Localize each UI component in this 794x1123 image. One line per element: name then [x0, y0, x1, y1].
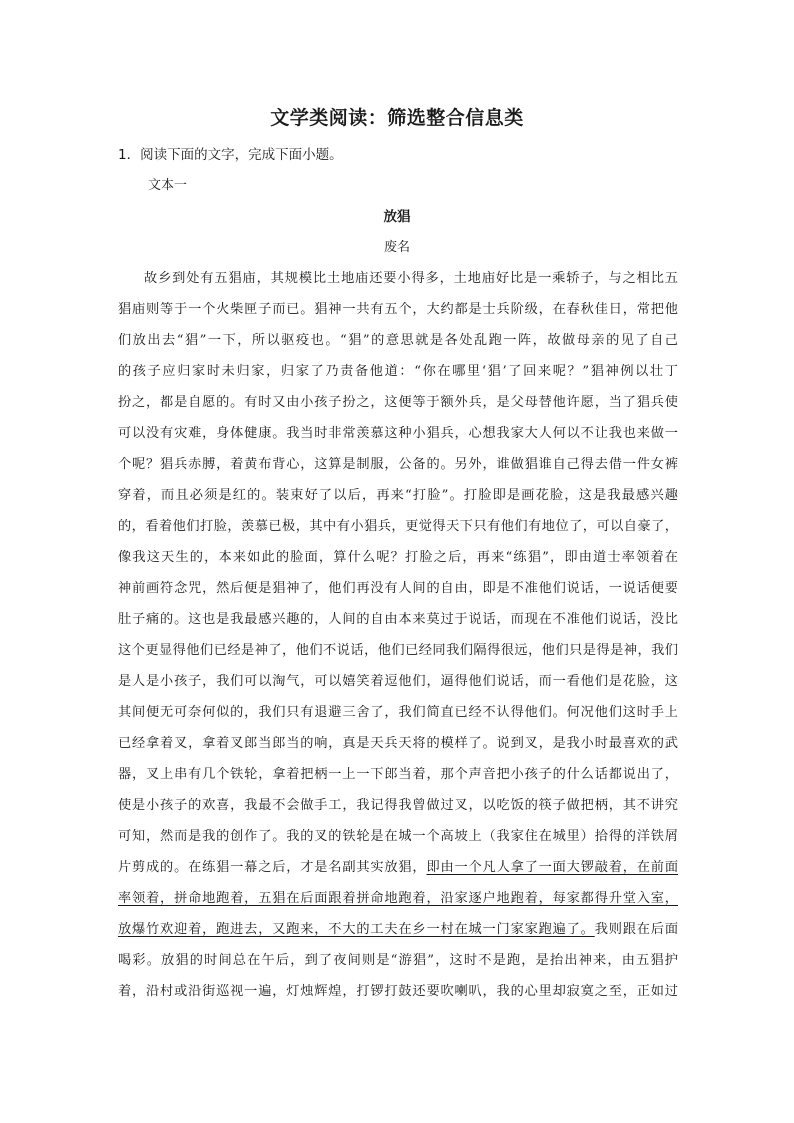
line-text: 肚子痛的。这也是我最感兴趣的，人间的自由本来莫过于说话，而现在不准他们说话，没比	[118, 612, 678, 627]
body-line	[118, 573, 678, 604]
body-line	[118, 325, 678, 356]
text-label: 文本一	[148, 178, 188, 193]
body-line	[118, 790, 678, 821]
underlined-text: 率领着，拼命地跑着，五猖在后面跟着拼命地跑着，沿家逐户地跑着，每家都得升堂入室，	[118, 891, 678, 906]
body-line	[118, 542, 678, 573]
line-text: 的，看着他们打脸，羡慕已极，其中有小猖兵，更觉得天下只有他们有地位了，可以自豪了，	[118, 519, 678, 534]
line-text: 神前画符念咒，然后便是猖神了，他们再没有人间的自由，即是不准他们说话，一说话便要	[118, 581, 678, 596]
line-text: 像我这天生的，本来如此的脸面，算什么呢？打脸之后，再来“练猖”，即由道士率领着在	[118, 550, 678, 565]
body-line	[118, 635, 678, 666]
body-line	[118, 976, 678, 1007]
question-prompt: 1．阅读下面的文字，完成下面小题。	[118, 147, 343, 163]
body-line	[118, 480, 678, 511]
line-text: 猖庙则等于一个火柴匣子而已。猖神一共有五个，大约都是士兵阶级，在春秋佳日，常把他	[118, 302, 678, 317]
line-text: 其间便无可奈何似的，我们只有退避三舍了，我们简直已经不认得他们。何况他们这时手上	[118, 705, 678, 720]
line-text: 使是小孩子的欢喜，我最不会做手工，我记得我曾做过叉，以吃饭的筷子做把柄，其不讲究	[118, 798, 678, 813]
body-line	[118, 759, 678, 790]
line-text: 穿着，而且必须是红的。装束好了以后，再来“打脸”。打脸即是画花脸，这是我最感兴趣	[118, 488, 678, 503]
line-text: 扮之，都是自愿的。有时又由小孩子扮之，这便等于额外兵，是父母替他许愿，当了猖兵使	[118, 395, 678, 410]
line-text: 可知，然而是我的创作了。我的叉的铁轮是在城一个高坡上（我家住在城里）拾得的洋铁屑	[118, 829, 678, 844]
line-text: 已经拿着叉，拿着叉郎当郎当的响，真是天兵天将的模样了。说到叉，是我小时最喜欢的武	[118, 736, 678, 751]
body-line	[118, 914, 678, 945]
body-line	[118, 666, 678, 697]
line-text: 的孩子应归家时未归家，归家了乃责备他道：“你在哪里‘猖’了回来呢？”猖神例以壮丁	[118, 364, 678, 379]
article-author: 废名	[383, 240, 410, 255]
page-title: 文学类阅读：筛选整合信息类	[270, 107, 524, 129]
body-line	[118, 511, 678, 542]
body-line	[118, 387, 678, 418]
body-line	[118, 852, 678, 883]
body-line	[118, 728, 678, 759]
body-line	[118, 604, 678, 635]
body-line	[118, 356, 678, 387]
underlined-text: 放爆竹欢迎着，跑进去，又跑来，不大的工夫在乡一村在城一门家家跑遍了。	[118, 922, 595, 937]
body-line	[118, 821, 678, 852]
line-text: 器，叉上串有几个铁轮，拿着把柄一上一下郎当着，那个声音把小孩子的什么话都说出了，	[118, 767, 678, 782]
line-text: 这个更显得他们已经是神了，他们不说话，他们已经同我们隔得很远，他们只是得是神，我们	[118, 643, 678, 658]
line-text: 喝彩。放猖的时间总在午后，到了夜间则是“游猖”，这时不是跑，是抬出神来，由五猖护	[118, 953, 678, 968]
body-line	[118, 418, 678, 449]
body-line	[118, 945, 678, 976]
body-line	[118, 449, 678, 480]
line-text: 我则跟在后面	[594, 922, 678, 937]
body-line	[118, 697, 678, 728]
line-text: 是人是小孩子，我们可以淘气，可以嬉笑着逗他们，逼得他们说话，而一看他们是花脸，这	[118, 674, 678, 689]
article-body	[118, 263, 678, 1007]
line-text: 片剪成的。在练猖一幕之后，才是名副其实放猖，	[118, 860, 427, 875]
article-title: 放猖	[383, 209, 411, 225]
body-line	[118, 263, 678, 294]
line-text: 可以没有灾难，身体健康。我当时非常羡慕这种小猖兵，心想我家大人何以不让我也来做一	[118, 426, 678, 441]
body-line	[118, 294, 678, 325]
line-text: 们放出去“猖”一下，所以驱疫也。“猖”的意思就是各处乱跑一阵，故做母亲的见了自己	[118, 333, 678, 348]
line-text: 个呢？猖兵赤膊，着黄布背心，这算是制服，公备的。另外，谁做猖谁自己得去借一件女裤	[118, 457, 678, 472]
line-text: 故乡到处有五猖庙，其规模比土地庙还要小得多，土地庙好比是一乘轿子，与之相比五	[144, 271, 678, 286]
underlined-text: 即由一个凡人拿了一面大锣敲着，在前面	[426, 860, 678, 875]
line-text: 着，沿村或沿街巡视一遍，灯烛辉煌，打锣打鼓还要吹喇叭，我的心里却寂寞之至，正如过	[118, 984, 678, 999]
body-line	[118, 883, 678, 914]
